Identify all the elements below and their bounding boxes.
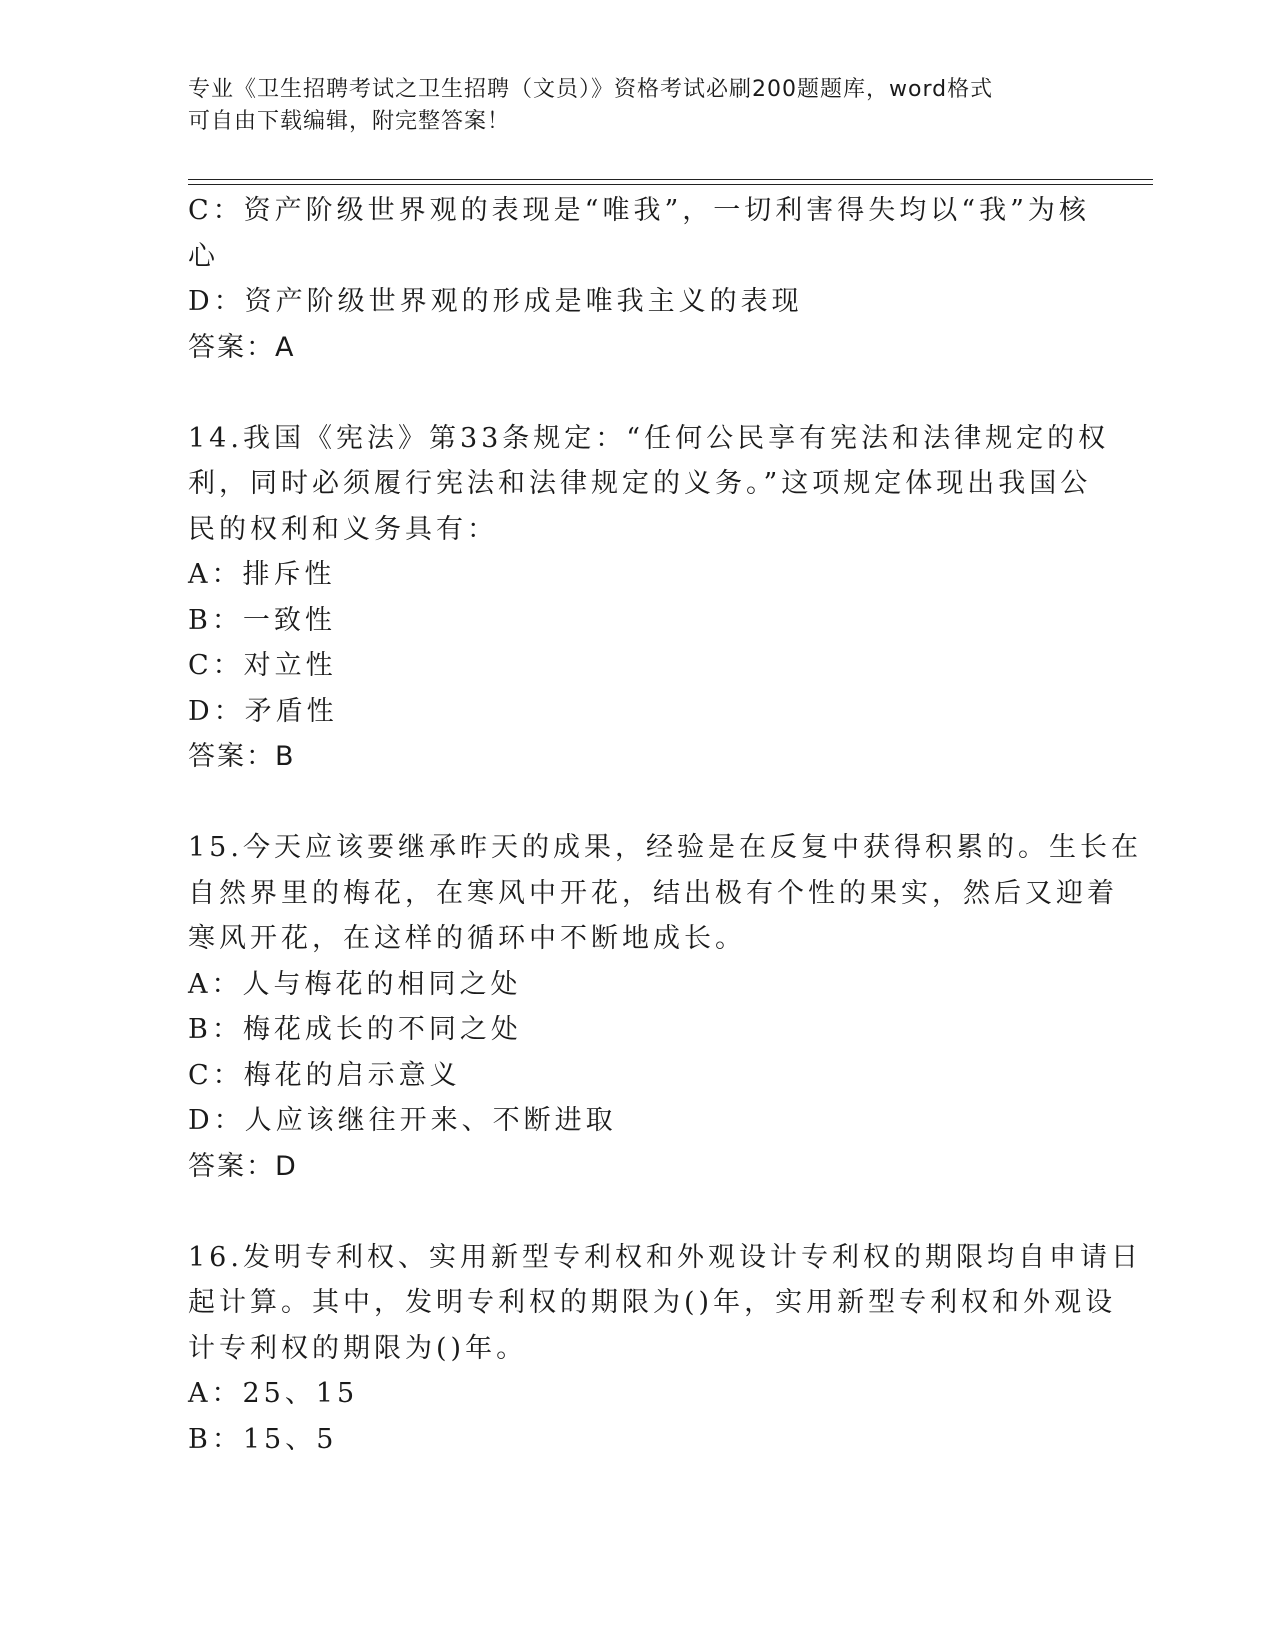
q16-option-a: A：25、15: [188, 1378, 359, 1409]
q16-stem-line-3: 计专利权的期限为()年。: [188, 1332, 528, 1364]
question-spacer: [188, 780, 1088, 826]
q16-stem-line-1: 16.发明专利权、实用新型专利权和外观设计专利权的期限均自申请日: [188, 1241, 1142, 1273]
header-rule-top: [188, 179, 1153, 180]
header-rule-bottom: [188, 184, 1153, 185]
question-15: [188, 825, 1142, 1189]
q13-answer: 答案：A: [188, 331, 296, 363]
q16-stem-line-2: 起计算。其中，发明专利权的期限为()年，实用新型专利权和外观设: [188, 1287, 1117, 1318]
q15-answer: 答案：D: [188, 1150, 298, 1182]
document-header: [188, 74, 1088, 138]
q14-option-b: B：一致性: [188, 604, 336, 636]
q14-stem-line-2: 利，同时必须履行宪法和法律规定的义务。”这项规定体现出我国公: [188, 468, 1092, 499]
q15-stem-line-1: 15.今天应该要继承昨天的成果，经验是在反复中获得积累的。生长在: [188, 832, 1142, 863]
q15-option-a: A：人与梅花的相同之处: [188, 968, 522, 1000]
q15-option-c: C：梅花的启示意义: [188, 1059, 461, 1091]
question-spacer: [188, 370, 1088, 416]
q14-stem-line-3: 民的权利和义务具有：: [188, 513, 498, 545]
question-16: [188, 1235, 1142, 1463]
q15-option-d: D：人应该继往开来、不断进取: [188, 1105, 617, 1136]
q15-option-b: B：梅花成长的不同之处: [188, 1014, 522, 1045]
q16-option-b: B：15、5: [188, 1423, 338, 1455]
q14-option-a: A：排斥性: [188, 559, 336, 590]
question-spacer: [188, 1189, 1088, 1235]
q13-option-d: D：资产阶级世界观的形成是唯我主义的表现: [188, 286, 803, 317]
q15-stem-line-3: 寒风开花，在这样的循环中不断地成长。: [188, 923, 746, 954]
q14-option-d: D：矛盾性: [188, 695, 338, 727]
header-title-line-2: 可自由下载编辑，附完整答案！: [188, 109, 511, 134]
header-title-line-1: 专业《卫生招聘考试之卫生招聘（文员）》资格考试必刷200题题库，word格式: [188, 77, 994, 102]
q14-stem-line-1: 14.我国《宪法》第33条规定：“任何公民享有宪法和法律规定的权: [188, 422, 1110, 454]
question-13-tail: [188, 188, 1088, 370]
q14-option-c: C：对立性: [188, 650, 337, 681]
q13-option-c-line-1: C：资产阶级世界观的表现是“唯我”，一切利害得失均以“我”为核: [188, 195, 1090, 226]
q13-option-c-line-2: 心: [188, 240, 219, 272]
question-content: [188, 188, 1142, 1462]
q14-answer: 答案：B: [188, 741, 296, 772]
q15-stem-line-2: 自然界里的梅花，在寒风中开花，结出极有个性的果实，然后又迎着: [188, 877, 1118, 909]
question-14: [188, 416, 1110, 780]
